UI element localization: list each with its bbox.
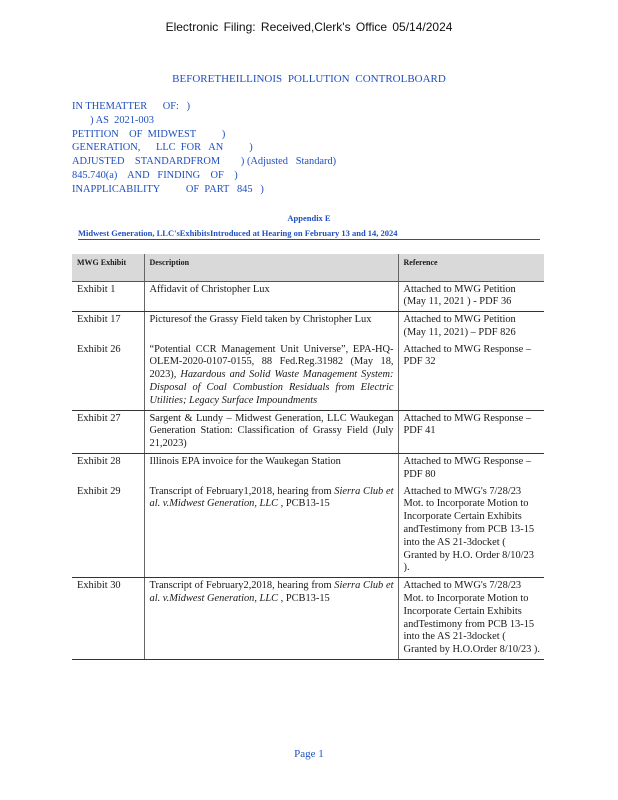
exhibit-description bbox=[144, 281, 398, 312]
description-text: “Potential CCR Management Unit Universe”, EPA-HQ-OLEM-2020-0107-0155, 88 Fed.Reg.31982 (May 18, 2023), bbox=[149, 343, 394, 381]
table-row bbox=[72, 410, 544, 453]
description-italic: Hazardous and Solid Waste Management System: Disposal of Coal Combustion Residuals from Electric Utilities; Legacy Surface Impoundments bbox=[149, 369, 394, 406]
description-tail: , PCB13-15 bbox=[278, 593, 330, 605]
description-text: Sargent & Lundy – Midwest Generation, LLC Waukegan Generation Station: Classification of Grassy Field (July 21,2023) bbox=[149, 412, 394, 450]
description-text: Affidavit of Christopher Lux bbox=[149, 283, 270, 295]
exhibit-reference: Attached to MWG Petition (May 11, 2021) – PDF 826 bbox=[403, 314, 516, 338]
header-description: Description bbox=[144, 254, 398, 281]
exhibits-table bbox=[72, 254, 544, 660]
table-row bbox=[72, 312, 544, 342]
header-reference: Reference bbox=[398, 254, 544, 281]
exhibit-number: Exhibit 1 bbox=[72, 281, 144, 312]
caption-line: PETITION OF MIDWEST ) bbox=[72, 128, 226, 140]
table-row bbox=[72, 484, 544, 578]
exhibit-description bbox=[144, 578, 398, 660]
exhibit-description bbox=[144, 342, 398, 410]
description-italic: Sierra Club et al. v.Midwest Generation, LLC bbox=[149, 485, 394, 510]
caption-line: ADJUSTED STANDARDFROM ) (Adjusted Standard) bbox=[72, 156, 337, 168]
description-text: Picturesof the Grassy Field taken by Christopher Lux bbox=[149, 314, 372, 326]
header-exhibit: MWG Exhibit bbox=[72, 254, 144, 281]
exhibit-reference: Attached to MWG's 7/28/23 Mot. to Incorporate Motion to Incorporate Certain Exhibits andTestimony from PCB 13-15 into the AS 21-3docket ( Granted by H.O. Order 8/10/23 ). bbox=[398, 484, 544, 578]
caption-line: INAPPLICABILITY OF PART 845 ) bbox=[72, 183, 264, 195]
table-header-row bbox=[72, 254, 544, 281]
exhibit-description bbox=[144, 454, 398, 484]
description-italic: Sierra Club et al. v.Midwest Generation, LLC bbox=[149, 580, 394, 605]
appendix-subtitle: Midwest Generation, LLC'sExhibitsIntroduced at Hearing on February 13 and 14, 2024 bbox=[78, 228, 540, 240]
exhibit-number: Exhibit 30 bbox=[72, 578, 144, 660]
exhibit-description bbox=[144, 312, 398, 342]
exhibit-number: Exhibit 27 bbox=[72, 410, 144, 453]
table-row bbox=[72, 342, 544, 410]
description-text: Transcript of February2,2018, hearing from bbox=[149, 580, 332, 592]
exhibit-number: Exhibit 17 bbox=[72, 312, 144, 342]
filing-stamp: Electronic Filing: Received,Clerk's Office 05/14/2024 bbox=[165, 20, 453, 34]
exhibit-description bbox=[144, 410, 398, 453]
board-heading: BEFORETHEILLINOIS POLLUTION CONTROLBOARD bbox=[172, 73, 446, 85]
description-text: Transcript of February1,2018, hearing from bbox=[149, 485, 332, 497]
exhibit-number: Exhibit 28 bbox=[72, 454, 144, 484]
caption-line: ) AS 2021-003 bbox=[72, 114, 154, 126]
exhibit-reference: Attached to MWG Response – PDF 80 bbox=[403, 456, 532, 480]
description-text: Illinois EPA invoice for the Waukegan Station bbox=[149, 456, 341, 468]
description-tail: , PCB13-15 bbox=[278, 498, 330, 510]
table-row bbox=[72, 578, 544, 660]
table-row bbox=[72, 454, 544, 484]
exhibit-reference: Attached to MWG's 7/28/23 Mot. to Incorporate Motion to Incorporate Certain Exhibits andTestimony from PCB 13-15 into the AS 21-3docket ( Granted by H.O.Order 8/10/23 ). bbox=[398, 578, 544, 660]
caption-line: IN THEMATTER OF: ) bbox=[72, 101, 191, 112]
page-number: Page 1 bbox=[294, 748, 324, 760]
caption-line: 845.740(a) AND FINDING OF ) bbox=[72, 169, 238, 181]
case-caption bbox=[72, 100, 372, 197]
exhibit-number: Exhibit 29 bbox=[72, 484, 144, 578]
appendix-title: Appendix E bbox=[287, 213, 331, 223]
caption-line: GENERATION, LLC FOR AN ) bbox=[72, 142, 253, 154]
exhibit-reference: Attached to MWG Response – PDF 41 bbox=[398, 410, 544, 453]
exhibit-description bbox=[144, 484, 398, 578]
exhibit-reference: Attached to MWG Petition (May 11, 2021 ) - PDF 36 bbox=[398, 281, 544, 312]
exhibit-number: Exhibit 26 bbox=[72, 342, 144, 410]
table-row bbox=[72, 281, 544, 312]
exhibit-reference: Attached to MWG Response – PDF 32 bbox=[398, 342, 544, 410]
